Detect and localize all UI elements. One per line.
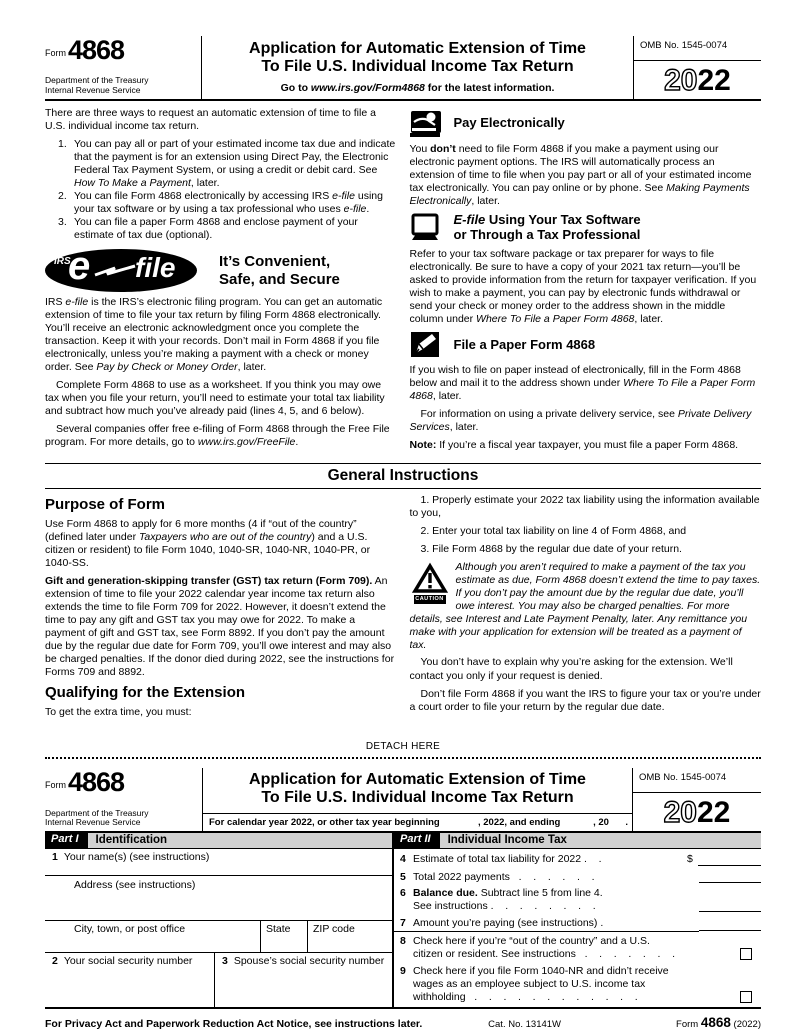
ssn-row [45, 953, 392, 1007]
form-title: Application for Automatic Extension of Time To File U.S. Individual Income Tax Return [249, 39, 586, 75]
tax-year: 2022 [664, 63, 731, 97]
goto-url-line: Go to www.irs.gov/Form4868 for the latest information. [280, 82, 555, 95]
paper-form-section-head: File a Paper Form 4868 [410, 331, 762, 359]
list-item: 3. You can file a paper Form 4868 and enclose payment of your estimate of tax due (optional). [58, 216, 358, 242]
lightning-bolt-icon [95, 265, 137, 279]
detach-here-label: DETACH HERE [365, 740, 441, 752]
instruction-columns [45, 101, 761, 457]
part-2-individual-income-tax [394, 833, 761, 1007]
efile-paragraph: IRS e-file is the IRS’s electronic filing program. You can get an automatic extension of time to file your tax return by filing Form 4868 electronically. You’ll receive an electronic acknowledgment once you complete the transaction. Keep it with your records. Don’t mail in Form 4868 if you file electronically, unless you’re making a payment with a check or money order. See Pay by Check or Money Order, later. [45, 296, 383, 374]
irs-line: Internal Revenue Service [45, 85, 141, 96]
fiscal-year-note: Note: If you’re a fiscal year taxpayer, you must file a paper Form 4868. [409, 439, 739, 452]
voucher-title-block [202, 768, 633, 831]
pay-electronically-icon [410, 110, 442, 138]
gi-left-column [45, 494, 397, 723]
voucher-header [45, 768, 761, 831]
qualifying-intro: To get the extra time, you must: [45, 705, 192, 718]
dept-treasury: Department of the Treasury [45, 75, 149, 86]
qualify-step-3: 3. File Form 4868 by the regular due date of your return. [420, 543, 682, 556]
omb-number: OMB No. 1545-0074 [633, 768, 761, 793]
efile-software-section-head [410, 213, 762, 243]
efile-software-heading: E-file Using Your Tax Software or Through a Tax Professional [453, 212, 641, 242]
list-item: 1. You can pay all or part of your estimated income tax due and indicate that the payment is for an extension using Direct Pay, the Electronic Federal Tax Payment System, or using a credit or debit card. See How To Make a Payment, later. [58, 137, 396, 190]
city-state-zip-row [45, 921, 392, 953]
part-2-bar: Part II Individual Income Tax [394, 833, 761, 849]
form-number: 4868 [68, 35, 125, 65]
voucher-form-number-block [45, 768, 202, 831]
part-1-identification [45, 833, 394, 1007]
voucher-title: Application for Automatic Extension of Time To File U.S. Individual Income Tax Return [249, 771, 586, 807]
gift-gst-paragraph: Gift and generation-skipping transfer (GST) tax return (Form 709). An extension of time to file your 2022 calendar year income tax return also extends the time to file Form 709 for 2022. However, it doesn’t extend the time to pay any gift and GST tax you may owe for 2022. To make a payment of gift and GST tax, see Form 8892. If you don’t pay the amount due by the regular due date for Form 709, you’ll owe interest and may also be charged penalties. If the donor died during 2022, see the instructions for Forms 709 and 8892. [45, 574, 395, 679]
form-1040nr-checkbox[interactable] [740, 991, 752, 1003]
omb-number: OMB No. 1545-0074 [634, 36, 761, 61]
pay-electronically-section-head: Pay Electronically [410, 110, 762, 138]
freefile-paragraph: Several companies offer free e-filing of Form 4868 through the Free File program. For more details, go to www.irs.gov/FreeFile. [45, 423, 390, 449]
form-word: Form [45, 780, 66, 791]
gi-right-column [410, 494, 762, 723]
software-paragraph: Refer to your tax software package or tax preparer for ways to file electronically. Be sure to have a copy of your 2021 tax return—you’ll be asked to provide information from the return for taxpayer verification. If you wish to make a payment, you can pay by electronic funds withdrawal or send your check or money order to the address shown in the middle column under Where To File a Paper Form 4868, later. [409, 247, 757, 325]
line-9-row: 9 Check here if you file Form 1040-NR and didn’t receive wages as an employee subject to U.S. income tax withholding . . . . . . . . . . . . [394, 965, 761, 1004]
right-instruction-column [410, 107, 762, 457]
address-field[interactable]: Address (see instructions) [45, 876, 392, 921]
line-6-amount-field[interactable] [699, 911, 761, 912]
omb-year-block [633, 36, 761, 99]
line-4-amount-field[interactable] [698, 865, 761, 866]
pay-paragraph: You don’t need to file Form 4868 if you make a payment using our electronic payment options. The IRS will automatically process an extension of time to file when you pay part or all of your estimated income tax electronically. You can pay online or by phone. See Making Payments Electronically, later. [409, 142, 752, 208]
top-form-header [45, 36, 761, 101]
list-item: 2. You can file Form 4868 electronically by accessing IRS e-file using your tax software or by using a tax professional who uses e-file. [58, 190, 383, 216]
part-2-label: Part II [394, 833, 440, 849]
form-title-block [202, 36, 633, 99]
line-7-amount-field[interactable] [699, 930, 761, 931]
qualify-step-1: 1. Properly estimate your 2022 tax liability using the information available to you, [409, 494, 760, 520]
your-ssn-field[interactable]: 2 Your social security number [52, 955, 193, 968]
line-4-row: 4 Estimate of total tax liability for 2022 . . $ [394, 853, 761, 867]
caution-paragraph: Although you aren’t required to make a payment of the tax you estimate as due, Form 4868 doesn’t extend the time to pay taxes. If you don’t pay the amount due by the regular due date, you’ll owe interest. You may also be charged penalties. For more details, see Interest and Late Payment Penalty, later. Any remittance you make with your application for extension will be treated as a payment of tax. [409, 561, 761, 652]
paper-paragraph-1: If you wish to file on paper instead of electronically, fill in the Form 4868 below and mail it to the address shown under Where To File a Paper Form 4868, later. [409, 364, 756, 403]
line-7-row: 7 Amount you’re paying (see instructions) . [394, 917, 761, 932]
state-field[interactable]: State [260, 921, 307, 952]
city-field[interactable]: City, town, or post office [74, 923, 186, 936]
spouse-ssn-field[interactable]: 3 Spouse’s social security number [214, 953, 392, 1007]
qualify-step-2: 2. Enter your total tax liability on line 4 of Form 4868, and [420, 525, 687, 538]
privacy-act-notice: For Privacy Act and Paperwork Reduction Act Notice, see instructions later. [45, 1018, 423, 1031]
part-1-bar: Part I Identification [45, 833, 392, 849]
line-6-row: 6 Balance due. Subtract line 5 from line 4. See instructions . . . . . . . . [394, 887, 761, 913]
left-instruction-column [45, 107, 397, 457]
agency-lines [45, 76, 195, 96]
form-number-block [45, 36, 202, 99]
name-field[interactable]: 1 Your name(s) (see instructions) [45, 849, 392, 876]
worksheet-paragraph: Complete Form 4868 to use as a worksheet. If you think you may owe tax when you file your return, you’ll need to estimate your total tax liability and subtract how much you’ve already paid (lines 4, 5, and 6 below). [45, 379, 385, 418]
form-number: 4868 [68, 767, 125, 798]
intro-paragraph: There are three ways to request an automatic extension of time to file a U.S. individual income tax return. [45, 106, 376, 132]
page-footer [45, 1009, 761, 1032]
computer-icon [410, 214, 442, 242]
catalog-number: Cat. No. 13141W [488, 1019, 562, 1031]
line-5-row: 5 Total 2022 payments . . . . . . [394, 871, 761, 884]
efile-logo-block [45, 244, 397, 292]
calendar-year-line: For calendar year 2022, or other tax year beginning , 2022, and ending , 20 . [203, 813, 632, 831]
pencil-icon [410, 331, 442, 359]
irs-efile-logo: IRS e file [45, 249, 197, 292]
purpose-of-form-heading: Purpose of Form [45, 496, 166, 514]
dont-file-paragraph: Don’t file Form 4868 if you want the IRS to figure your tax or you’re under a court order to file your return by the regular due date. [409, 687, 761, 713]
paper-paragraph-2: For information on using a private delivery service, see Private Delivery Services, later. [409, 408, 752, 434]
perforation-line [45, 757, 761, 759]
efile-slogan: It’s Convenient, Safe, and Secure [219, 252, 340, 288]
voucher-omb-year-block [633, 768, 761, 831]
caution-label: CAUTION [415, 596, 444, 603]
form-word: Form [45, 48, 66, 59]
dollar-sign: $ [687, 853, 693, 866]
part-1-label: Part I [45, 833, 88, 849]
line-8-row: 8 Check here if you’re “out of the country” and a U.S. citizen or resident. See instructions . . . . . . . [394, 935, 761, 961]
voucher-body [45, 831, 761, 1009]
form-footer-ref: Form 4868 (2022) [676, 1015, 761, 1031]
line-5-amount-field[interactable] [699, 882, 761, 883]
tax-year: 2022 [663, 795, 731, 829]
agency-lines: Department of the Treasury Internal Revenue Service [45, 807, 149, 828]
purpose-paragraph: Use Form 4868 to apply for 6 more months (4 if “out of the country” (defined later under Taxpayers who are out of the country) and a U.S. citizen or resident) to file Form 1040, 1040-SR, 1040-NR, 1040-PR, or 1040-SS. [45, 517, 371, 569]
no-explain-paragraph: You don’t have to explain why you’re asking for the extension. We’ll contact you only if your request is denied. [409, 656, 733, 682]
qualifying-heading: Qualifying for the Extension [45, 684, 246, 702]
zip-code-field[interactable]: ZIP code [307, 921, 392, 952]
general-instructions-heading: General Instructions [45, 463, 761, 489]
general-instructions-columns [45, 489, 761, 723]
caution-block [410, 561, 762, 652]
out-of-country-checkbox[interactable] [740, 948, 752, 960]
caution-icon [410, 564, 450, 604]
